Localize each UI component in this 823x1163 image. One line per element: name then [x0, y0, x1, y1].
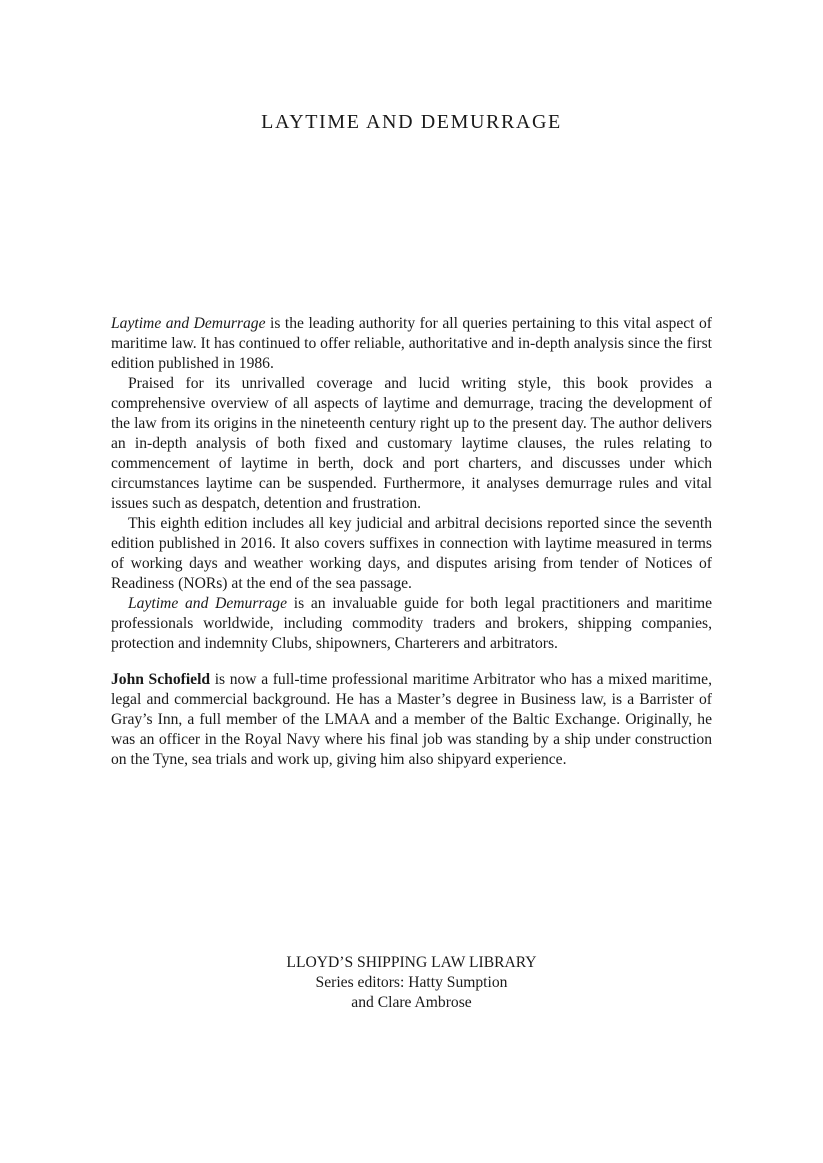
book-description: [111, 314, 712, 654]
description-paragraph-2: Praised for its unrivalled coverage and lucid writing style, this book provides a comprehensive overview of all aspects of laytime and demurrage, tracing the development of the law from its origins in the nineteenth century right up to the present day. The author delivers an in-depth analysis of both fixed and customary laytime clauses, the rules relating to commencement of laytime in berth, dock and port charters, and discusses under which circumstances laytime can be suspended. Furthermore, it analyses demurrage rules and vital issues such as despatch, detention and frustration.: [111, 375, 712, 512]
series-name: LLOYD’S SHIPPING LAW LIBRARY: [286, 954, 537, 971]
description-paragraph-4: [111, 594, 712, 654]
book-title-italic: Laytime and Demurrage: [111, 315, 266, 332]
author-bio-text: is now a full-time professional maritime Arbitrator who has a mixed maritime, legal and commercial background. He has a Master’s degree in Business law, is a Barrister of Gray’s Inn, a full member of the LMAA and a member of the Baltic Exchange. Originally, he was an officer in the Royal Navy where his final job was standing by a ship under construction on the Tyne, sea trials and work up, giving him also shipyard experience.: [111, 671, 712, 768]
description-paragraph-3: This eighth edition includes all key judicial and arbitral decisions reported since the seventh edition published in 2016. It also covers suffixes in connection with laytime measured in terms of working days and weather working days, and disputes arising from tender of Notices of Readiness (NORs) at the end of the sea passage.: [111, 515, 712, 592]
book-title-italic: Laytime and Demurrage: [128, 595, 287, 612]
description-text-1: is the leading authority for all queries pertaining to this vital aspect of maritime law. It has continued to offer reliable, authoritative and in-depth analysis since the first edition published in 1986.: [111, 315, 712, 372]
author-bio: [111, 670, 712, 770]
author-name: John Schofield: [111, 671, 211, 688]
page-title: LAYTIME AND DEMURRAGE: [261, 111, 562, 133]
series-editors-line-1: Series editors: Hatty Sumption: [315, 974, 508, 991]
series-editors-line-2: and Clare Ambrose: [351, 994, 472, 1011]
description-text-4: is an invaluable guide for both legal practitioners and maritime professionals worldwide, including commodity traders and brokers, shipping companies, protection and indemnity Clubs, shipowners, Charterers and arbitrators.: [111, 595, 712, 652]
description-paragraph-1: [111, 314, 712, 374]
series-info: [0, 953, 823, 1013]
